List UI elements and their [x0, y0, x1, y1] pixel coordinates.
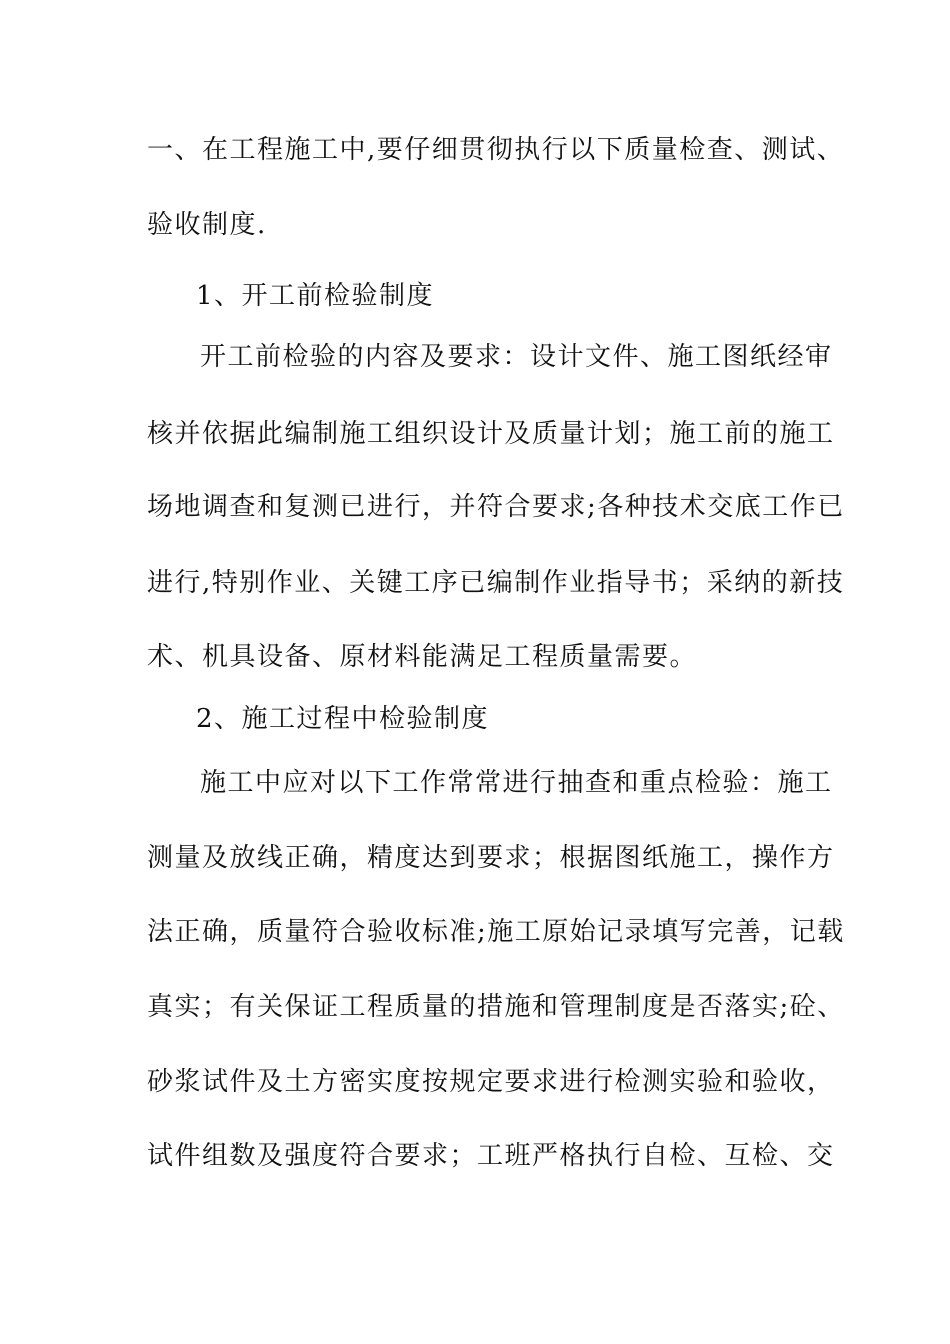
paragraph-line: 测量及放线正确，精度达到要求；根据图纸施工，操作方 [147, 843, 835, 873]
paragraph-line: 法正确，质量符合验收标准;施工原始记录填写完善，记载 [147, 917, 845, 947]
paragraph-line: 开工前检验的内容及要求：设计文件、施工图纸经审 [200, 342, 833, 372]
paragraph-line: 场地调查和复测已进行，并符合要求;各种技术交底工作已 [147, 492, 845, 522]
subheading-pre-construction: 1、开工前检验制度 [196, 281, 435, 311]
paragraph-line: 施工中应对以下工作常常进行抽查和重点检验：施工 [200, 768, 833, 798]
paragraph-line: 试件组数及强度符合要求；工班严格执行自检、互检、交 [147, 1141, 835, 1171]
paragraph-line: 进行,特别作业、关键工序已编制作业指导书；采纳的新技 [147, 568, 845, 598]
subheading-construction-process: 2、施工过程中检验制度 [196, 704, 490, 734]
section-heading-continuation: 验收制度. [147, 210, 267, 240]
paragraph-line: 砂浆试件及土方密实度按规定要求进行检测实验和验收， [147, 1067, 835, 1097]
paragraph-line: 核并依据此编制施工组织设计及质量计划；施工前的施工 [147, 419, 835, 449]
paragraph-line: 真实；有关保证工程质量的措施和管理制度是否落实;砼、 [147, 992, 845, 1022]
section-heading-line: 一、在工程施工中,要仔细贯彻执行以下质量检查、测试、 [147, 135, 845, 165]
paragraph-line: 术、机具设备、原材料能满足工程质量需要。 [147, 642, 698, 672]
